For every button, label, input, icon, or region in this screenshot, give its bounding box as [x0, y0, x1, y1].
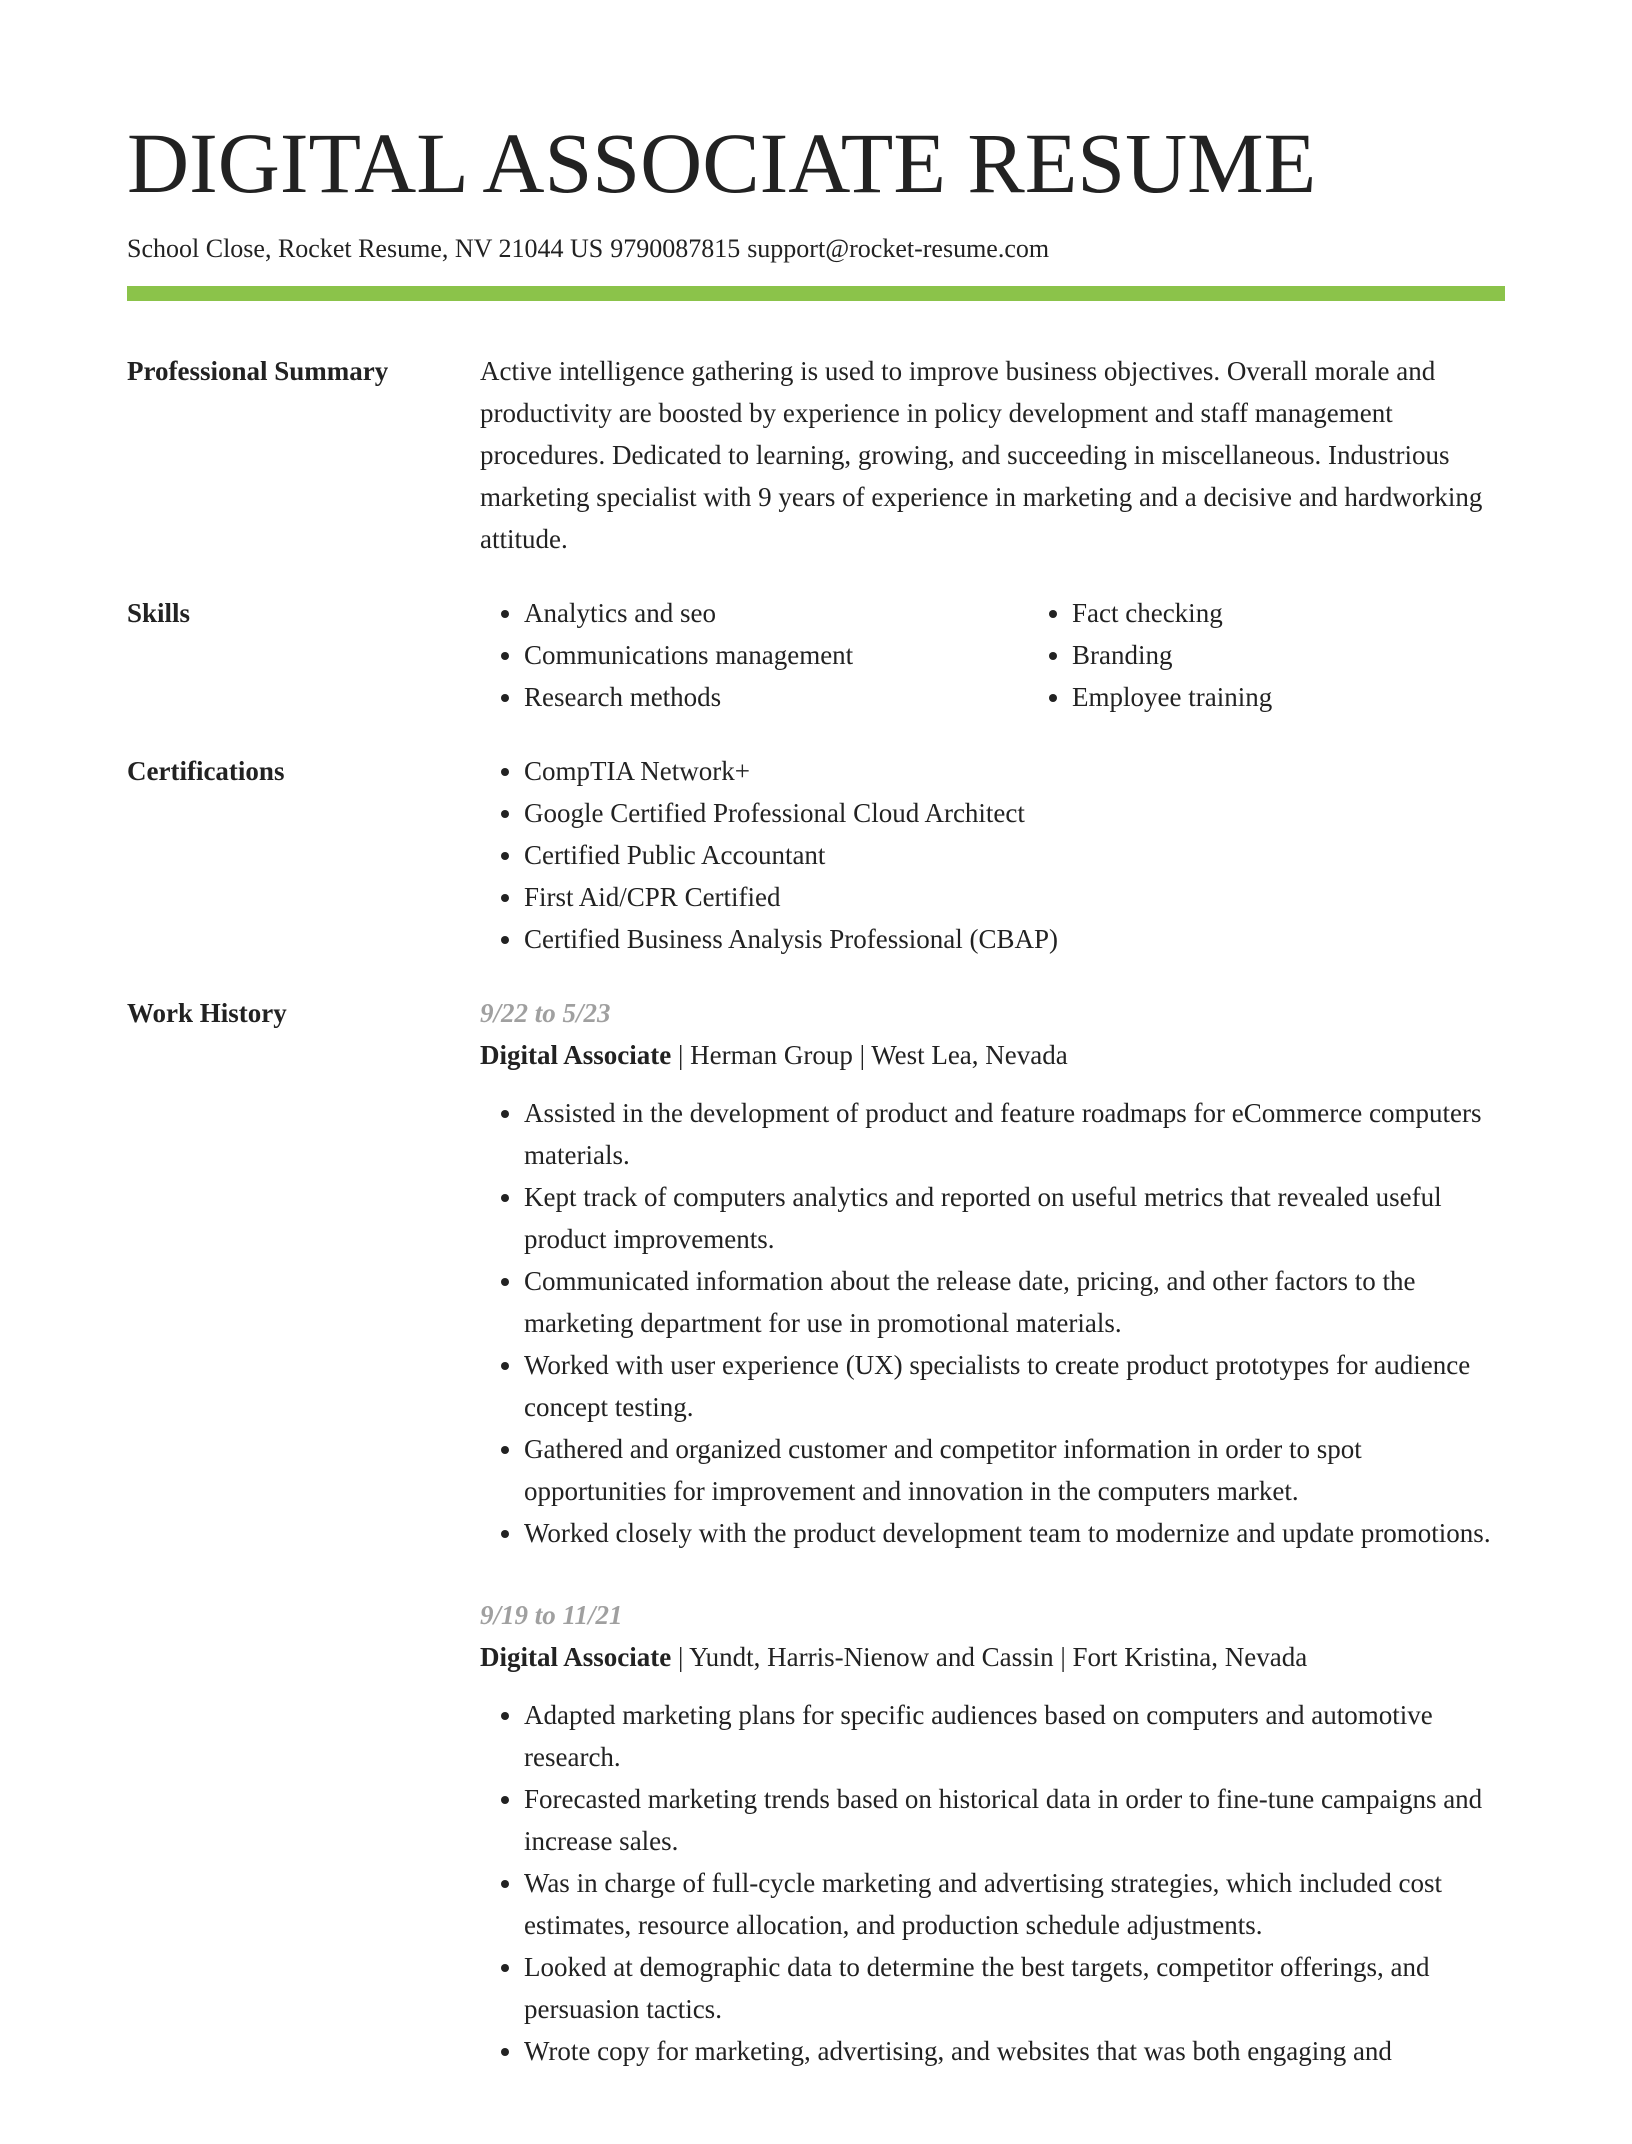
- skills-column-2: [1028, 592, 1576, 718]
- contact-line: [127, 233, 1049, 265]
- job-bullet: • Assisted in the development of product and feature roadmaps for eCommerce computers materials.: [524, 1092, 1505, 1176]
- job-bullet: • Kept track of computers analytics and reported on useful metrics that revealed useful product improvements.: [524, 1176, 1505, 1260]
- job-bullet: • Worked closely with the product development team to modernize and update promotions.: [524, 1512, 1505, 1554]
- job-bullet: • Looked at demographic data to determine the best targets, competitor offerings, and persuasion tactics.: [524, 1946, 1505, 2030]
- address: School Close, Rocket Resume, NV 21044 US: [127, 234, 604, 263]
- resume-title: DIGITAL ASSOCIATE RESUME: [127, 115, 1317, 211]
- skill-item: • Analytics and seo: [524, 592, 1028, 634]
- section-label-summary: Professional Summary: [127, 356, 389, 386]
- section-label-skills: Skills: [127, 598, 191, 628]
- separator: |: [671, 1642, 690, 1672]
- certifications-section: [127, 750, 1505, 960]
- section-label-work-history: Work History: [127, 998, 287, 1028]
- job-heading: [480, 1034, 1505, 1076]
- resume-sections: [127, 350, 1505, 2144]
- job-company: Herman Group: [690, 1040, 853, 1070]
- certification-item: • Google Certified Professional Cloud Architect: [524, 792, 1505, 834]
- summary-section: [127, 350, 1505, 560]
- job-bullet: • Adapted marketing plans for specific audiences based on computers and automotive research.: [524, 1694, 1505, 1778]
- separator: |: [852, 1040, 872, 1070]
- certification-item: • Certified Public Accountant: [524, 834, 1505, 876]
- certification-item: • First Aid/CPR Certified: [524, 876, 1505, 918]
- job-bullet: • Worked with user experience (UX) specialists to create product prototypes for audience concept testing.: [524, 1344, 1505, 1428]
- job-company: Yundt, Harris-Nienow and Cassin: [689, 1642, 1054, 1672]
- job-location: Fort Kristina, Nevada: [1072, 1642, 1308, 1672]
- skill-item: • Branding: [1072, 634, 1576, 676]
- certification-item: • Certified Business Analysis Professional (CBAP): [524, 918, 1505, 960]
- job-bullets: [480, 1092, 1505, 1554]
- separator: |: [671, 1040, 691, 1070]
- job-entry: [480, 1594, 1505, 2072]
- job-bullet: • Communicated information about the release date, pricing, and other factors to the marketing department for use in promotional materials.: [524, 1260, 1505, 1344]
- summary-text: Active intelligence gathering is used to improve business objectives. Overall morale and productivity are boosted by experience in policy development and staff management procedures. Dedicated to learning, growing, and succeeding in miscellaneous. Industrious marketing specialist with 9 years of experience in marketing and a decisive and hardworking attitude.: [480, 356, 1483, 554]
- skill-item: • Communications management: [524, 634, 1028, 676]
- skill-item: • Employee training: [1072, 676, 1576, 718]
- separator: |: [1053, 1642, 1073, 1672]
- job-bullets: [480, 1694, 1505, 2072]
- job-entry: [480, 992, 1505, 1554]
- skills-column-1: [480, 592, 1028, 718]
- job-title: Digital Associate: [480, 1040, 672, 1070]
- job-bullet: • Forecasted marketing trends based on historical data in order to fine-tune campaigns and increase sales.: [524, 1778, 1505, 1862]
- job-dates: 9/22 to 5/23: [480, 998, 611, 1028]
- job-bullet: • Was in charge of full-cycle marketing and advertising strategies, which included cost estimates, resource allocation, and production schedule adjustments.: [524, 1862, 1505, 1946]
- job-location: West Lea, Nevada: [871, 1040, 1068, 1070]
- section-label-certifications: Certifications: [127, 756, 285, 786]
- certifications-list: [480, 750, 1505, 960]
- job-title: Digital Associate: [480, 1642, 672, 1672]
- accent-divider: [127, 286, 1505, 301]
- certification-item: • CompTIA Network+: [524, 750, 1505, 792]
- job-dates: 9/19 to 11/21: [480, 1600, 623, 1630]
- skills-grid: [480, 592, 1576, 718]
- phone: 9790087815: [610, 234, 741, 263]
- skills-section: [127, 592, 1505, 718]
- work-history-section: [127, 992, 1505, 2112]
- job-heading: [480, 1636, 1505, 1678]
- email: support@rocket-resume.com: [747, 234, 1050, 263]
- skill-item: • Fact checking: [1072, 592, 1576, 634]
- skill-item: • Research methods: [524, 676, 1028, 718]
- job-bullet: • Gathered and organized customer and competitor information in order to spot opportunities for improvement and innovation in the computers market.: [524, 1428, 1505, 1512]
- job-bullet: • Wrote copy for marketing, advertising, and websites that was both engaging and: [524, 2030, 1505, 2072]
